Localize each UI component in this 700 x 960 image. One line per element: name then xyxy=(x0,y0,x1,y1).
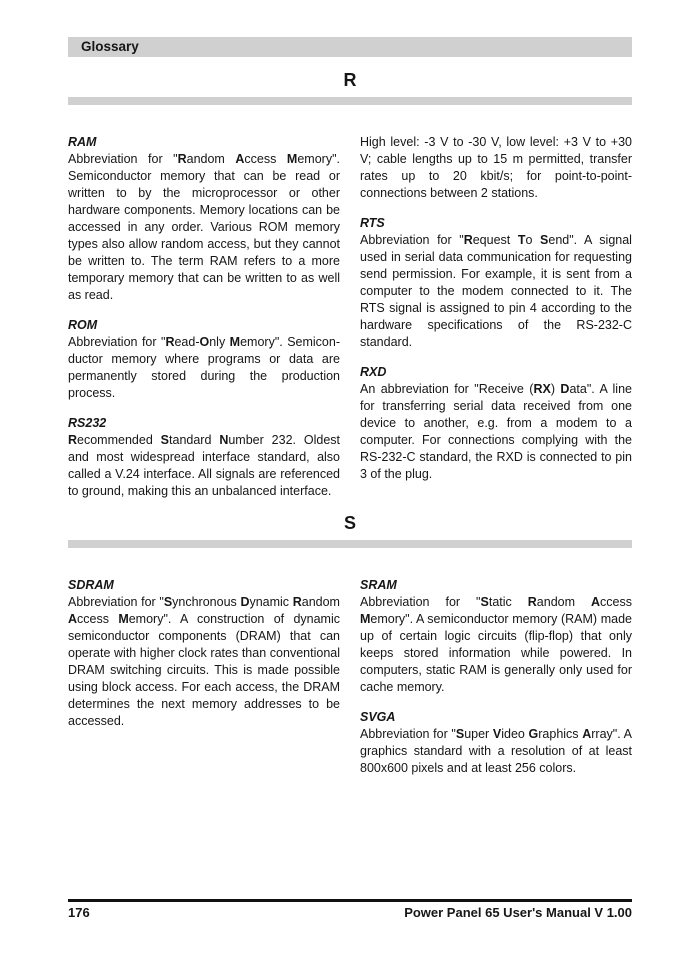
glossary-definition: Abbreviation for "Super Video Graphics Array". A graphics standard with a resolution of at least 800x600 pixels and at least 256 colors. xyxy=(360,727,632,775)
glossary-term: RS232 xyxy=(68,416,107,430)
page-header-title: Glossary xyxy=(81,39,139,54)
two-column-layout xyxy=(68,577,632,777)
glossary-definition: Recommended Standard Number 232. Oldest and most widespread interface standard, also called a V.24 interface. All signals are referenced to ground, making this an unbalanced interface. xyxy=(68,433,341,498)
glossary-entry xyxy=(360,709,632,777)
section-s xyxy=(68,513,632,777)
glossary-term: RAM xyxy=(68,135,97,149)
glossary-term: SDRAM xyxy=(68,578,114,592)
section-divider-bar xyxy=(68,540,632,548)
section-letter-heading: R xyxy=(343,70,357,90)
glossary-definition: Abbreviation for "Static Random Access Memory". A semiconductor memory (RAM) made up of certain logic circuits (flip-flop) that only keeps stored information while powered. In computers, static RAM is generally only used for cache memory. xyxy=(360,595,632,694)
glossary-definition: Abbreviation for "Read-Only Memory". Semiconductor memory where programs or data are permanently stored during the production process. xyxy=(68,335,340,400)
glossary-definition: An abbreviation for "Receive (RX) Data". A line for transferring serial data received from one device to another, e.g. from a modem to a computer. For connections complying with the RS-232-C standard, the RXD is connected to pin 3 of the plug. xyxy=(360,382,632,481)
glossary-definition: Abbreviation for "Random Access Memory". Semiconductor memory that can be read or written to by the microprocessor or other hardware components. Memory locations can be accessed in any order. Various ROM memory types also allow random access, but they cannot be written to. The term RAM refers to a more temporary memory that can be written to as well as read. xyxy=(68,152,340,302)
right-column xyxy=(360,577,632,777)
glossary-term: RTS xyxy=(360,216,385,230)
glossary-definition: High level: -3 V to -30 V, low level: +3 V to +30 V; cable lengths up to 15 m permitted, transfer rates up to 20 kbit/s; for point-to-point-connections between 2 stations. xyxy=(360,135,632,200)
section-letter-heading: S xyxy=(343,513,356,533)
glossary-definition: Abbreviation for "Request To Send". A signal used in serial data communication for requesting send permission. For example, it is sent from a computer to the modem connected to it. The RTS signal is assigned to pin 4 according to the hardware specifications of the RS-232-C standard. xyxy=(360,233,632,349)
glossary-term: RXD xyxy=(360,365,387,379)
glossary-entry xyxy=(68,317,340,402)
glossary-entry xyxy=(360,364,632,483)
left-column xyxy=(68,577,340,777)
glossary-entry xyxy=(360,577,632,696)
section-r xyxy=(68,70,632,500)
glossary-entry xyxy=(68,577,340,730)
glossary-term: SVGA xyxy=(360,710,396,724)
glossary-entry xyxy=(360,134,632,202)
glossary-definition: Abbreviation for "Synchronous Dynamic Random Access Memory". A construction of dynamic semiconductor components (DRAM) that can operate with higher clock rates than conventional DRAM switching circuits. This is made possible using block access. For each access, the DRAM determines the next memory addresses to be accessed. xyxy=(68,595,340,728)
glossary-entry xyxy=(68,415,340,500)
glossary-entry xyxy=(68,134,340,304)
glossary-sections xyxy=(68,57,632,777)
footer-page-number: 176 xyxy=(68,905,90,920)
right-column xyxy=(360,134,632,500)
glossary-term: ROM xyxy=(68,318,98,332)
glossary-term: SRAM xyxy=(360,578,397,592)
footer-manual-title: Power Panel 65 User's Manual V 1.00 xyxy=(404,905,632,920)
page-header-bar xyxy=(68,37,632,57)
section-divider-bar xyxy=(68,97,632,105)
left-column xyxy=(68,134,340,500)
two-column-layout xyxy=(68,134,632,500)
page-footer xyxy=(68,899,632,921)
glossary-entry xyxy=(360,215,632,351)
